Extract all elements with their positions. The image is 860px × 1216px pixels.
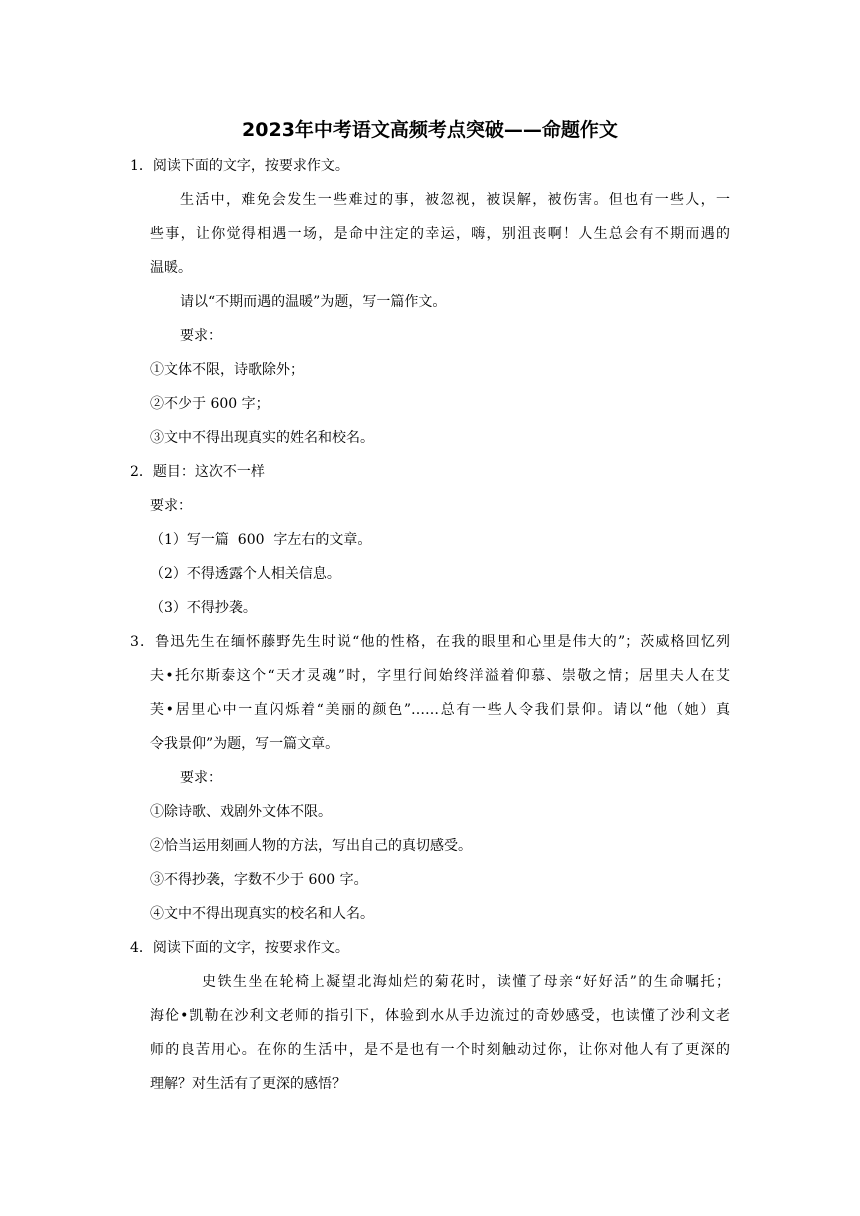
question-3-text-line: 芙•居里心中一直闪烁着“美丽的颜色”……总有一些人令我们景仰。请以“他（她）真 bbox=[150, 702, 730, 718]
question-4-text-line: 海伦•凯勒在沙利文老师的指引下，体验到水从手边流过的奇妙感受，也读懂了沙利文老 bbox=[150, 1008, 730, 1024]
question-3-text-line: 令我景仰”为题，写一篇文章。 bbox=[150, 736, 340, 752]
question-3-text-line: 夫•托尔斯泰这个“天才灵魂”时，字里行间始终洋溢着仰慕、崇敬之情；居里夫人在艾 bbox=[150, 668, 730, 684]
question-1-text-line: 温暖。 bbox=[150, 260, 192, 276]
question-1-prompt: 1．阅读下面的文字，按要求作文。 bbox=[130, 158, 349, 174]
question-1-text-line: 些事，让你觉得相遇一场，是命中注定的幸运，嗨，别沮丧啊！人生总会有不期而遇的 bbox=[150, 226, 730, 242]
question-3-prompt: 3．鲁迅先生在缅怀藤野先生时说“他的性格，在我的眼里和心里是伟大的”；茨威格回忆列 bbox=[130, 634, 730, 650]
question-2-prompt: 2．题目：这次不一样 bbox=[130, 464, 265, 480]
question-3-requirement: ③不得抄袭，字数不少于 600 字。 bbox=[150, 872, 368, 888]
question-1-text-line: 生活中，难免会发生一些难过的事，被忽视，被误解，被伤害。但也有一些人，一 bbox=[180, 192, 730, 208]
question-4-text-line: 史铁生坐在轮椅上凝望北海灿烂的菊花时，读懂了母亲“好好活”的生命嘱托； bbox=[202, 974, 730, 990]
question-3-requirement: ④文中不得出现真实的校名和人名。 bbox=[150, 906, 374, 922]
question-1-instruction: 请以“不期而遇的温暖”为题，写一篇作文。 bbox=[180, 294, 447, 310]
question-2-requirement: （3）不得抄袭。 bbox=[150, 600, 257, 616]
question-2-requirement: （1）写一篇 600 字左右的文章。 bbox=[150, 532, 372, 548]
question-4-text-line: 师的良苦用心。在你的生活中，是不是也有一个时刻触动过你，让你对他人有了更深的 bbox=[150, 1042, 730, 1058]
document-title: 2023年中考语文高频考点突破——命题作文 bbox=[242, 119, 618, 141]
question-1-requirement: ①文体不限，诗歌除外； bbox=[150, 362, 304, 378]
question-4-text-line: 理解？对生活有了更深的感悟？ bbox=[150, 1076, 346, 1092]
question-3-requirement: ①除诗歌、戏剧外文体不限。 bbox=[150, 804, 332, 820]
question-3-requirement: ②恰当运用刻画人物的方法，写出自己的真切感受。 bbox=[150, 838, 472, 854]
question-1-requirements-label: 要求： bbox=[180, 328, 222, 344]
question-2-requirements-label: 要求： bbox=[150, 498, 192, 514]
question-1-requirement: ②不少于 600 字； bbox=[150, 396, 270, 412]
question-2-requirement: （2）不得透露个人相关信息。 bbox=[150, 566, 341, 582]
question-3-requirements-label: 要求： bbox=[180, 770, 222, 786]
question-1-requirement: ③文中不得出现真实的姓名和校名。 bbox=[150, 430, 374, 446]
question-4-prompt: 4．阅读下面的文字，按要求作文。 bbox=[130, 940, 349, 956]
